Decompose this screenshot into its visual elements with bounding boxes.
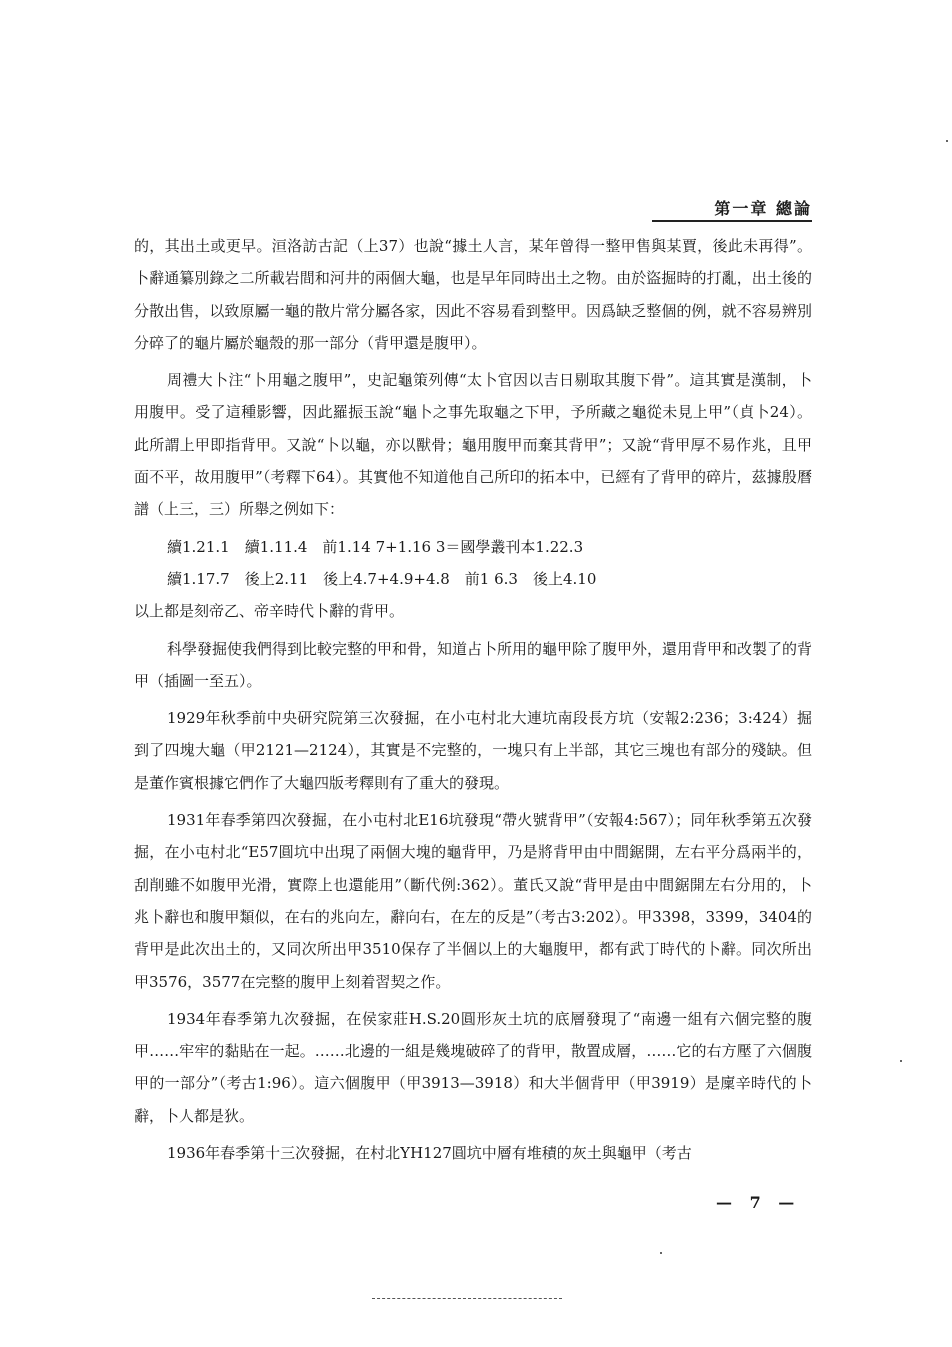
paragraph-7: 1934年春季第九次發掘，在侯家莊H.S.20圓形灰土坑的底層發現了“南邊一組有六個完整的腹甲……牢牢的黏貼在一起。……北邊的一組是幾塊破碎了的背甲，散置成層，……它的右方壓了六個腹甲的一部分”（考古1:96）。這六個腹甲（甲3913—3918）和大半個背甲（甲3919）是廩辛時代的卜辭，卜人都是狄。 (134, 1009, 812, 1125)
citation-line-1: 續1.21.1 續1.11.4 前1.14 7+1.16 3＝國學叢刊本1.22.3 (167, 537, 584, 556)
body-text (134, 230, 812, 1174)
paragraph-1: 的，其出土或更早。洹洛訪古記（上37）也說“據土人言，某年曾得一整甲售與某賈，後此未再得”。卜辭通纂別錄之二所載岩間和河井的兩個大龜，也是早年同時出土之物。由於盜掘時的打亂，出土後的分散出售，以致原屬一龜的散片常分屬各家，因此不容易看到整甲。因爲缺乏整個的例，就不容易辨別分碎了的龜片屬於龜殼的那一部分（背甲還是腹甲）。 (134, 237, 812, 352)
page-number: — 7 — (716, 1193, 801, 1212)
scan-artifact-line (372, 1298, 562, 1299)
running-head: 第一章 總論 (714, 199, 812, 218)
running-head-rule (652, 220, 812, 222)
scan-speck (660, 1252, 662, 1254)
paragraph-8: 1936年春季第十三次發掘，在村北YH127圓坑中層有堆積的灰土與龜甲（考古 (167, 1144, 692, 1163)
scan-speck (900, 1060, 902, 1062)
scan-speck (946, 140, 948, 142)
paragraph-2: 周禮大卜注“卜用龜之腹甲”，史記龜策列傳“太卜官因以吉日剔取其腹下骨”。這其實是漢制，卜用腹甲。受了這種影響，因此羅振玉說“龜卜之事先取龜之下甲，予所藏之龜從未見上甲”（貞卜24）。此所謂上甲即指背甲。又說“卜以龜，亦以獸骨；龜用腹甲而棄其背甲”；又說“背甲厚不易作兆，且甲面不平，故用腹甲”（考釋下64）。其實他不知道他自己所印的拓本中，已經有了背甲的碎片，茲據殷曆譜（上三，三）所舉之例如下： (134, 371, 812, 519)
paragraph-5: 1929年秋季前中央研究院第三次發掘，在小屯村北大連坑南段長方坑（安報2:236；3:424）掘到了四塊大龜（甲2121—2124），其實是不完整的，一塊只有上半部，其它三塊也有部分的殘缺。但是董作賓根據它們作了大龜四版考釋則有了重大的發現。 (134, 709, 812, 792)
citation-line-2: 續1.17.7 後上2.11 後上4.7+4.9+4.8 前1 6.3 後上4.10 (167, 569, 597, 588)
paragraph-3: 以上都是刻帝乙、帝辛時代卜辭的背甲。 (134, 602, 405, 621)
paragraph-6: 1931年春季第四次發掘，在小屯村北E16坑發現“帶火號背甲”（安報4:567）；同年秋季第五次發掘，在小屯村北“E57圓坑中出現了兩個大塊的龜背甲，乃是將背甲由中間鋸開，左右平分爲兩半的，刮削雖不如腹甲光滑，實際上也還能用”（斷代例:362）。董氏又說“背甲是由中間鋸開左右分用的，卜兆卜辭也和腹甲類似，在右的兆向左，辭向右，在左的反是”（考古3:202）。甲3398，3399，3404的背甲是此次出土的，又同次所出甲3510保存了半個以上的大龜腹甲，都有武丁時代的卜辭。同次所出甲3576，3577在完整的腹甲上刻着習契之作。 (134, 811, 812, 991)
paragraph-4: 科學發掘使我們得到比較完整的甲和骨，知道占卜所用的龜甲除了腹甲外，還用背甲和改製了的背甲（插圖一至五）。 (134, 639, 813, 690)
